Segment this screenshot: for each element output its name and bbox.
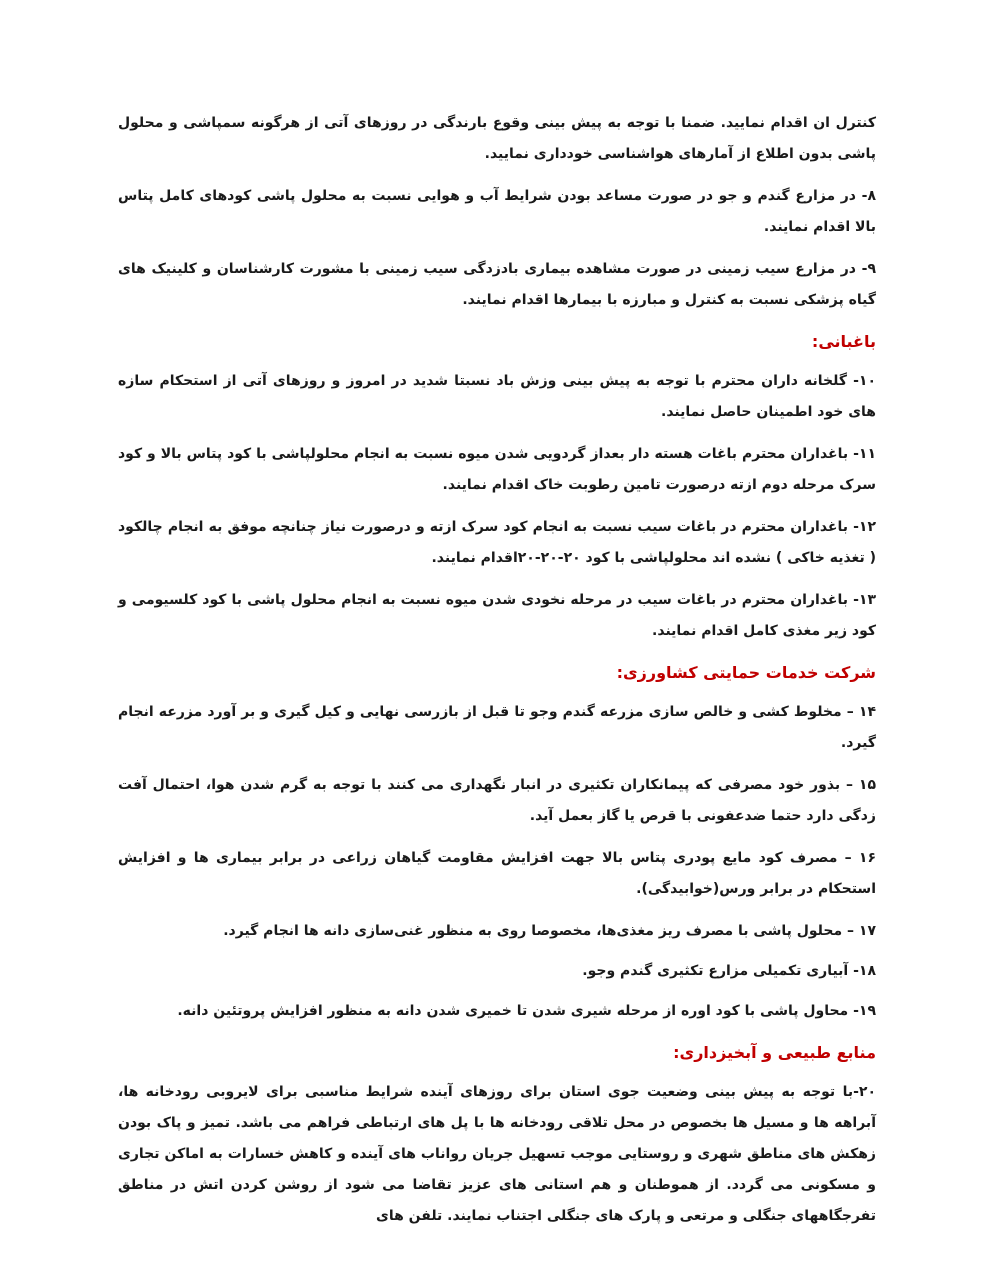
item-18-irrigation: ۱۸- آبیاری تکمیلی مزارع تکثیری گندم وجو. — [582, 963, 876, 979]
item-20-river-dredging: ۲۰-با توجه به پیش بینی وضعیت جوی استان برای روزهای آینده شرایط مناسبی برای لایروبی رودخانه ها، آبراهه ها و مسیل ها بخصوص در محل تلاقی رودخانه ها با پل های ارتباطی فراهم می باشد. تمیز و پاک بودن زهکش های مناطق شهری و روستایی موجب تسهیل جریان رواناب های آینده و کاهش خسارات به اماکن تجاری و مسکونی می گردد. از هموطنان و هم استانی های عزیز تقاضا می شود از روشن کردن اتش در مناطق تفرجگاههای جنگلی و مرتعی و پارک های جنگلی اجتناب نمایند. تلفن های — [118, 1084, 876, 1224]
item-15-seed-disinfection: ۱۵ – بذور خود مصرفی که پیمانکاران تکثیری در انبار نگهداری می کنند با توجه به گرم شدن هوا، احتمال آفت زدگی دارد حتما ضدعفونی با قرص یا گاز بعمل آید. — [118, 777, 876, 824]
item-9-potato-disease: ۹- در مزارع سیب زمینی در صورت مشاهده بیماری بادزدگی سیب زمینی با مشورت کارشناسان و کلینیک های گیاه پزشکی نسبت به کنترل و مبارزه با بیمارها اقدام نمایند. — [118, 261, 876, 308]
item-11-stone-fruit: ۱۱- باغداران محترم باغات هسته دار بعداز گردویی شدن میوه نسبت به انجام محلولپاشی با کود پتاس بالا و کود سرک مرحله دوم ازته درصورت تامین رطوبت خاک اقدام نمایند. — [118, 446, 876, 493]
item-14-field-purification: ۱۴ – مخلوط کشی و خالص سازی مزرعه گندم وجو تا قبل از بازرسی نهایی و کیل گیری و بر آورد مزرعه انجام گیرد. — [118, 704, 876, 751]
item-19-urea-spray: ۱۹- محاول پاشی با کود اوره از مرحله شیری شدن تا خمیری شدن دانه به منظور افزایش پروتئین دانه. — [177, 1003, 876, 1019]
item-13-apple-calcium: ۱۳- باغداران محترم در باغات سیب در مرحله نخودی شدن میوه نسبت به انجام محلول پاشی با کود کلسیومی و کود زیر مغذی کامل اقدام نمایند. — [118, 592, 876, 639]
item-17-micronutrients: ۱۷ – محلول پاشی با مصرف ریز مغذی‌ها، مخصوصا روی به منظور غنی‌سازی دانه ها انجام گیرد. — [223, 923, 876, 939]
paragraph-pest-control-continued: کنترل ان اقدام نمایید. ضمنا با توجه به پیش بینی وقوع بارندگی در روزهای آتی از هرگونه سمپاشی و محلول پاشی بدون اطلاع از آمارهای هواشناسی خودداری نمایید. — [118, 115, 876, 162]
heading-agri-services: شرکت خدمات حمایتی کشاورزی: — [616, 663, 876, 682]
item-10-greenhouse: ۱۰- گلخانه داران محترم با توجه به پیش بینی وزش باد نسبتا شدید در امروز و روزهای آتی از استحکام سازه های خود اطمینان حاصل نمایند. — [118, 373, 876, 420]
item-8-wheat-barley: ۸- در مزارع گندم و جو در صورت مساعد بودن شرایط آب و هوایی نسبت به محلول پاشی کودهای کامل پتاس بالا اقدام نمایند. — [118, 188, 876, 235]
heading-gardening: باغبانی: — [811, 332, 876, 351]
document-page — [118, 108, 876, 1243]
heading-natural-resources: منابع طبیعی و آبخیزداری: — [673, 1043, 876, 1062]
item-12-apple-orchards: ۱۲- باغداران محترم در باغات سیب نسبت به انجام کود سرک ازته و درصورت نیاز چنانچه موفق به انجام چالکود ( تغذیه خاکی ) نشده اند محلولپاشی با کود ۲۰-۲۰-۲۰اقدام نمایند. — [118, 519, 876, 566]
item-16-potash-fertilizer: ۱۶ – مصرف کود مایع پودری پتاس بالا جهت افزایش مقاومت گیاهان زراعی در برابر بیماری ها و افزایش استحکام در برابر ورس(خوابیدگی). — [118, 850, 876, 897]
